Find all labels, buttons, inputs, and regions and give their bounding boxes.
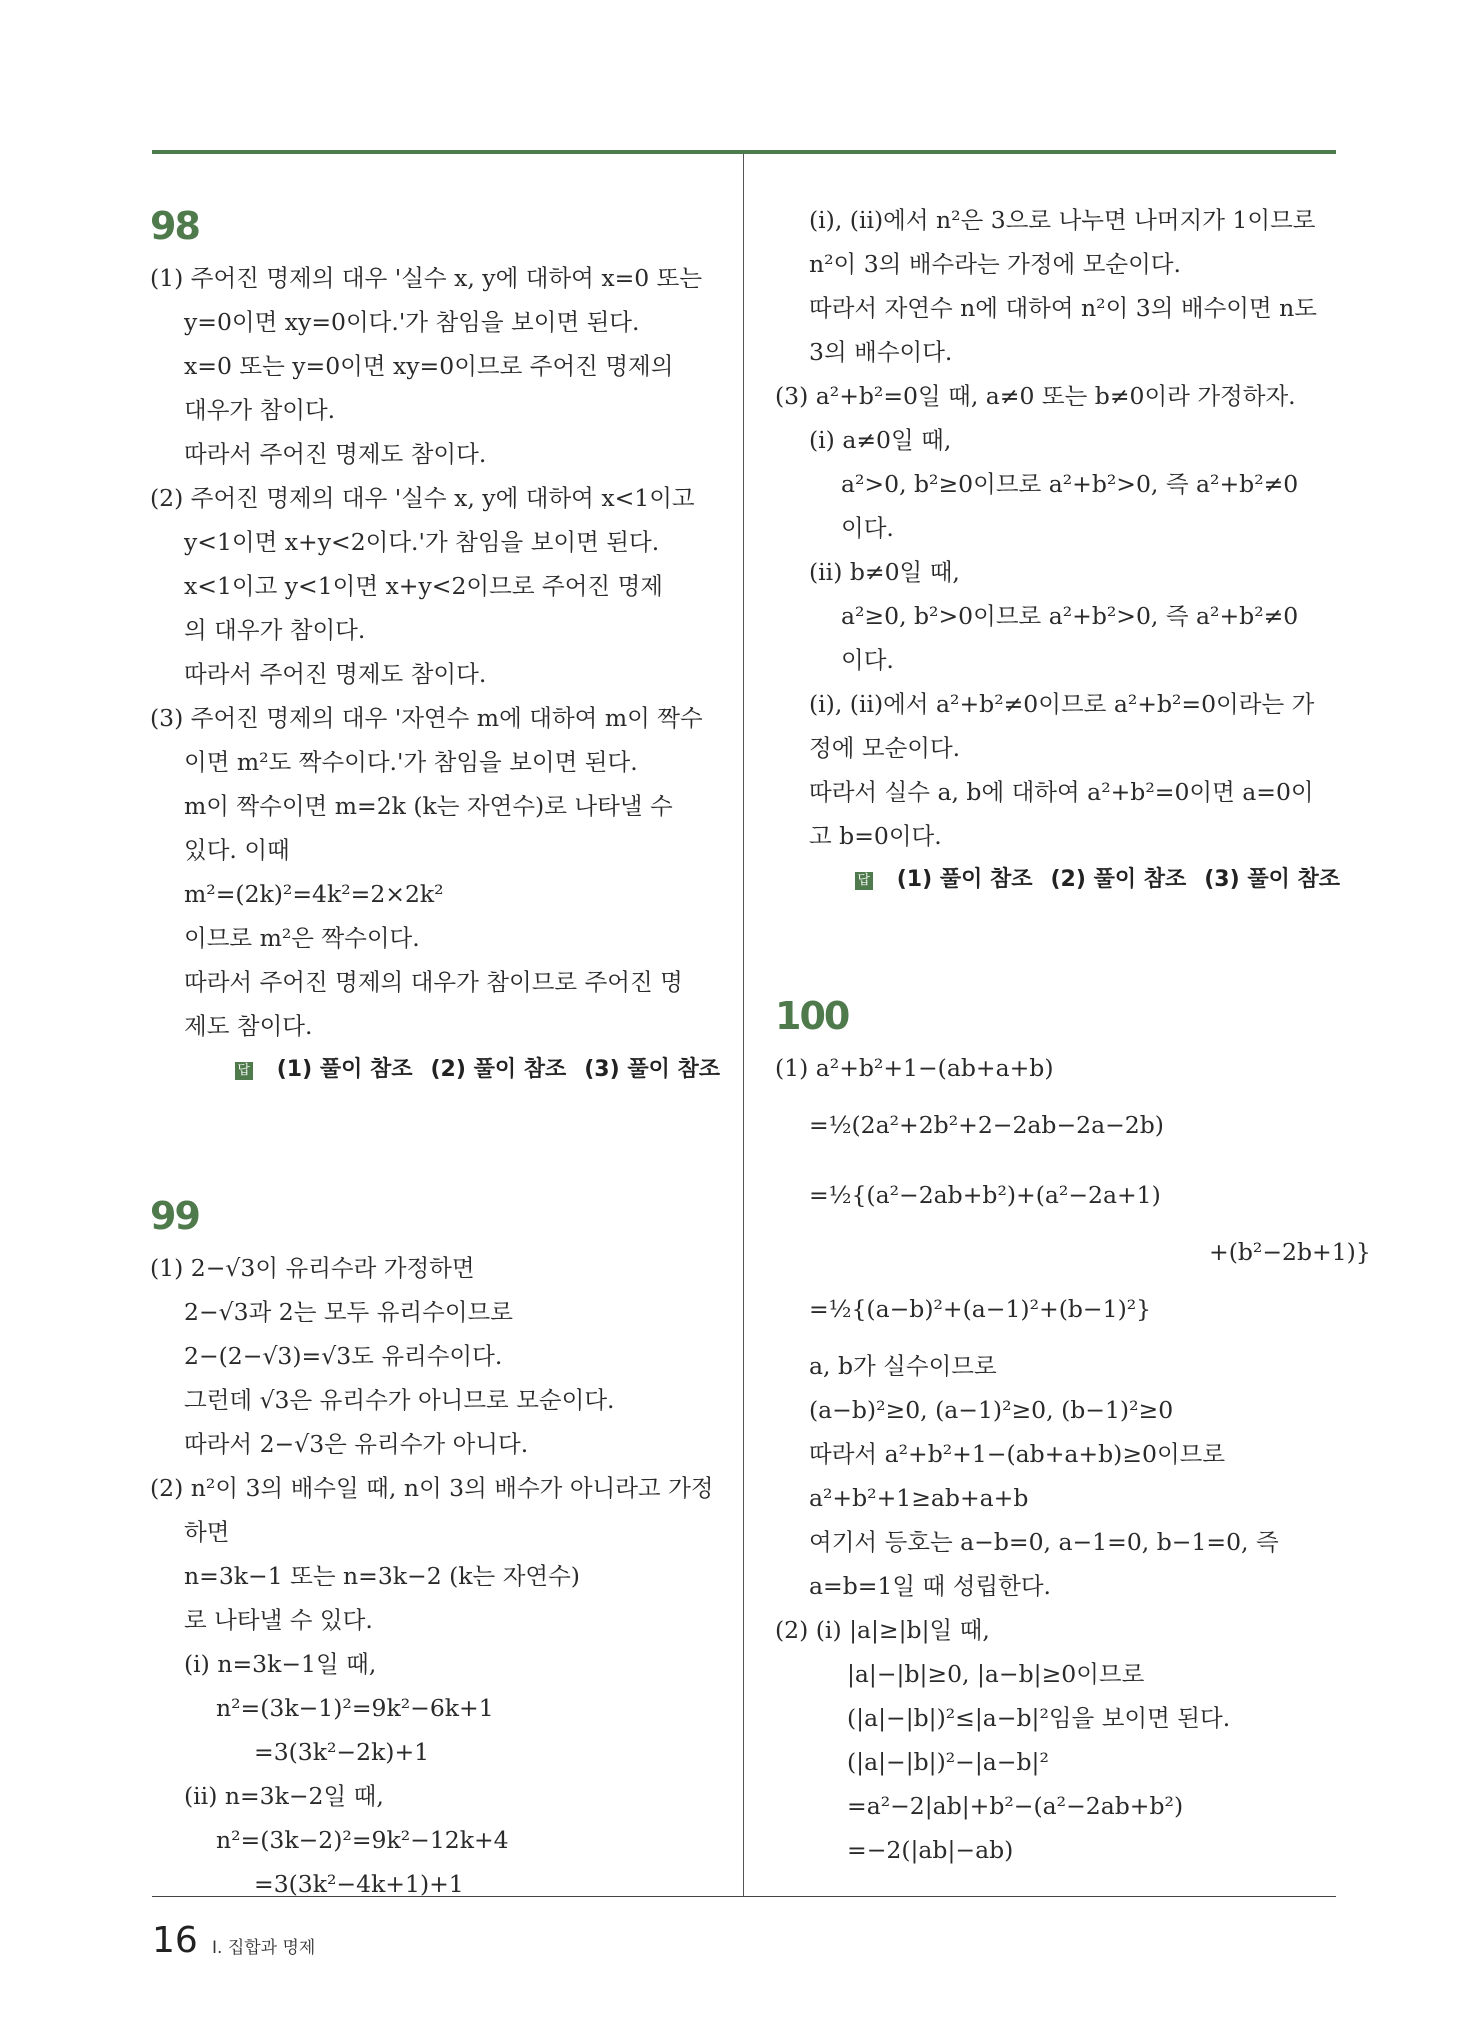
answer-item: (2) 풀이 참조 bbox=[1050, 867, 1187, 892]
solution-line: =3(3k²−2k)+1 bbox=[254, 1738, 430, 1766]
left-column bbox=[150, 198, 720, 1906]
solution-line: (i) n=3k−1일 때, bbox=[184, 1650, 377, 1678]
solution-line: m²=(2k)²=4k²=2×2k² bbox=[184, 880, 444, 908]
solution-line: x=0 또는 y=0이면 xy=0이므로 주어진 명제의 bbox=[184, 352, 674, 380]
solution-line: (3) 주어진 명제의 대우 '자연수 m에 대하여 m이 짝수 bbox=[150, 704, 703, 732]
solution-line: 따라서 실수 a, b에 대하여 a²+b²=0이면 a=0이 bbox=[809, 778, 1314, 806]
problem-99-continued bbox=[775, 198, 1340, 902]
solution-line: (|a|−|b|)²≤|a−b|²임을 보이면 된다. bbox=[847, 1704, 1231, 1732]
solution-line: 이므로 m²은 짝수이다. bbox=[184, 924, 420, 952]
solution-line: 따라서 주어진 명제도 참이다. bbox=[184, 660, 487, 688]
solution-line: (2) n²이 3의 배수일 때, n이 3의 배수가 아니라고 가정 bbox=[150, 1474, 714, 1502]
answer-badge: 답 bbox=[855, 872, 873, 890]
solution-line: a, b가 실수이므로 bbox=[809, 1352, 997, 1380]
column-divider bbox=[743, 154, 744, 1896]
solution-line: (3) a²+b²=0일 때, a≠0 또는 b≠0이라 가정하자. bbox=[775, 382, 1296, 410]
solution-line: y=0이면 xy=0이다.'가 참임을 보이면 된다. bbox=[184, 308, 640, 336]
solution-line: a²+b²+1≥ab+a+b bbox=[809, 1484, 1029, 1512]
solution-line: (ii) n=3k−2일 때, bbox=[184, 1782, 384, 1810]
solution-line: 대우가 참이다. bbox=[184, 396, 336, 424]
solution-line: (a−b)²≥0, (a−1)²≥0, (b−1)²≥0 bbox=[809, 1396, 1174, 1424]
solution-line: n²이 3의 배수라는 가정에 모순이다. bbox=[809, 250, 1181, 278]
solution-line: 있다. 이때 bbox=[184, 836, 290, 864]
problem-number: 100 bbox=[775, 994, 849, 1038]
top-rule bbox=[152, 150, 1336, 154]
chapter-title: Ⅰ. 집합과 명제 bbox=[212, 1938, 316, 1958]
solution-line: (i) a≠0일 때, bbox=[809, 426, 952, 454]
solution-line: (|a|−|b|)²−|a−b|² bbox=[847, 1748, 1049, 1776]
solution-line: 2−√3과 2는 모두 유리수이므로 bbox=[184, 1298, 513, 1326]
solution-line: a²≥0, b²>0이므로 a²+b²>0, 즉 a²+b²≠0 bbox=[841, 602, 1299, 630]
solution-line: 로 나타낼 수 있다. bbox=[184, 1606, 373, 1634]
solution-line: (i), (ii)에서 n²은 3으로 나누면 나머지가 1이므로 bbox=[809, 206, 1316, 234]
solution-line: n²=(3k−1)²=9k²−6k+1 bbox=[216, 1694, 494, 1722]
solution-line: =½{(a²−2ab+b²)+(a²−2a+1) bbox=[809, 1181, 1161, 1209]
answer-line bbox=[775, 858, 1340, 902]
answer-line bbox=[150, 1048, 720, 1092]
solution-line: =3(3k²−4k+1)+1 bbox=[254, 1870, 464, 1898]
problem-98 bbox=[150, 198, 720, 1092]
solution-line: 따라서 주어진 명제의 대우가 참이므로 주어진 명 bbox=[184, 968, 683, 996]
solution-line: (1) 주어진 명제의 대우 '실수 x, y에 대하여 x=0 또는 bbox=[150, 264, 703, 292]
solution-line: 고 b=0이다. bbox=[809, 822, 942, 850]
solution-line: y<1이면 x+y<2이다.'가 참임을 보이면 된다. bbox=[184, 528, 660, 556]
solution-line: 따라서 2−√3은 유리수가 아니다. bbox=[184, 1430, 529, 1458]
solution-line: 따라서 자연수 n에 대하여 n²이 3의 배수이면 n도 bbox=[809, 294, 1317, 322]
solution-line: m이 짝수이면 m=2k (k는 자연수)로 나타낼 수 bbox=[184, 792, 673, 820]
solution-line: 하면 bbox=[184, 1518, 230, 1546]
solution-line: 의 대우가 참이다. bbox=[184, 616, 366, 644]
solution-line: |a|−|b|≥0, |a−b|≥0이므로 bbox=[847, 1660, 1145, 1688]
solution-line: 제도 참이다. bbox=[184, 1012, 313, 1040]
right-column bbox=[775, 198, 1371, 1872]
problem-number: 98 bbox=[150, 204, 199, 248]
solution-line: 이다. bbox=[841, 514, 894, 542]
solution-line: (1) a²+b²+1−(ab+a+b) bbox=[775, 1054, 1054, 1082]
solution-line: 3의 배수이다. bbox=[809, 338, 953, 366]
problem-99 bbox=[150, 1188, 720, 1906]
answer-badge: 답 bbox=[235, 1062, 253, 1080]
answer-item: (1) 풀이 참조 bbox=[896, 867, 1033, 892]
solution-line: =½(2a²+2b²+2−2ab−2a−2b) bbox=[809, 1111, 1164, 1139]
answer-item: (2) 풀이 참조 bbox=[430, 1057, 567, 1082]
solution-line: 정에 모순이다. bbox=[809, 734, 961, 762]
problem-100 bbox=[775, 988, 1371, 1872]
solution-line: 따라서 a²+b²+1−(ab+a+b)≥0이므로 bbox=[809, 1440, 1226, 1468]
solution-line: 이다. bbox=[841, 646, 894, 674]
solution-line: 이면 m²도 짝수이다.'가 참임을 보이면 된다. bbox=[184, 748, 638, 776]
solution-line: 따라서 주어진 명제도 참이다. bbox=[184, 440, 487, 468]
solution-line: =a²−2|ab|+b²−(a²−2ab+b²) bbox=[847, 1792, 1184, 1820]
solution-line: x<1이고 y<1이면 x+y<2이므로 주어진 명제 bbox=[184, 572, 663, 600]
solution-line: +(b²−2b+1)} bbox=[1209, 1238, 1371, 1266]
solution-line: (ii) b≠0일 때, bbox=[809, 558, 960, 586]
answer-item: (1) 풀이 참조 bbox=[276, 1057, 413, 1082]
solution-line: 여기서 등호는 a−b=0, a−1=0, b−1=0, 즉 bbox=[809, 1528, 1279, 1556]
answer-item: (3) 풀이 참조 bbox=[1204, 867, 1340, 892]
solution-line: (2) (i) |a|≥|b|일 때, bbox=[775, 1616, 990, 1644]
solution-line: 그런데 √3은 유리수가 아니므로 모순이다. bbox=[184, 1386, 615, 1414]
answer-item: (3) 풀이 참조 bbox=[584, 1057, 720, 1082]
page-number: 16 bbox=[152, 1920, 198, 1961]
solution-line: 2−(2−√3)=√3도 유리수이다. bbox=[184, 1342, 503, 1370]
solution-line: n²=(3k−2)²=9k²−12k+4 bbox=[216, 1826, 509, 1854]
solution-line: =−2(|ab|−ab) bbox=[847, 1836, 1014, 1864]
solution-line: (1) 2−√3이 유리수라 가정하면 bbox=[150, 1254, 475, 1282]
solution-line: (2) 주어진 명제의 대우 '실수 x, y에 대하여 x<1이고 bbox=[150, 484, 695, 512]
solution-line: n=3k−1 또는 n=3k−2 (k는 자연수) bbox=[184, 1562, 580, 1590]
solution-line: =½{(a−b)²+(a−1)²+(b−1)²} bbox=[809, 1295, 1152, 1323]
solution-line: (i), (ii)에서 a²+b²≠0이므로 a²+b²=0이라는 가 bbox=[809, 690, 1315, 718]
solution-line: a²>0, b²≥0이므로 a²+b²>0, 즉 a²+b²≠0 bbox=[841, 470, 1299, 498]
problem-number: 99 bbox=[150, 1194, 199, 1238]
solution-line: a=b=1일 때 성립한다. bbox=[809, 1572, 1052, 1600]
